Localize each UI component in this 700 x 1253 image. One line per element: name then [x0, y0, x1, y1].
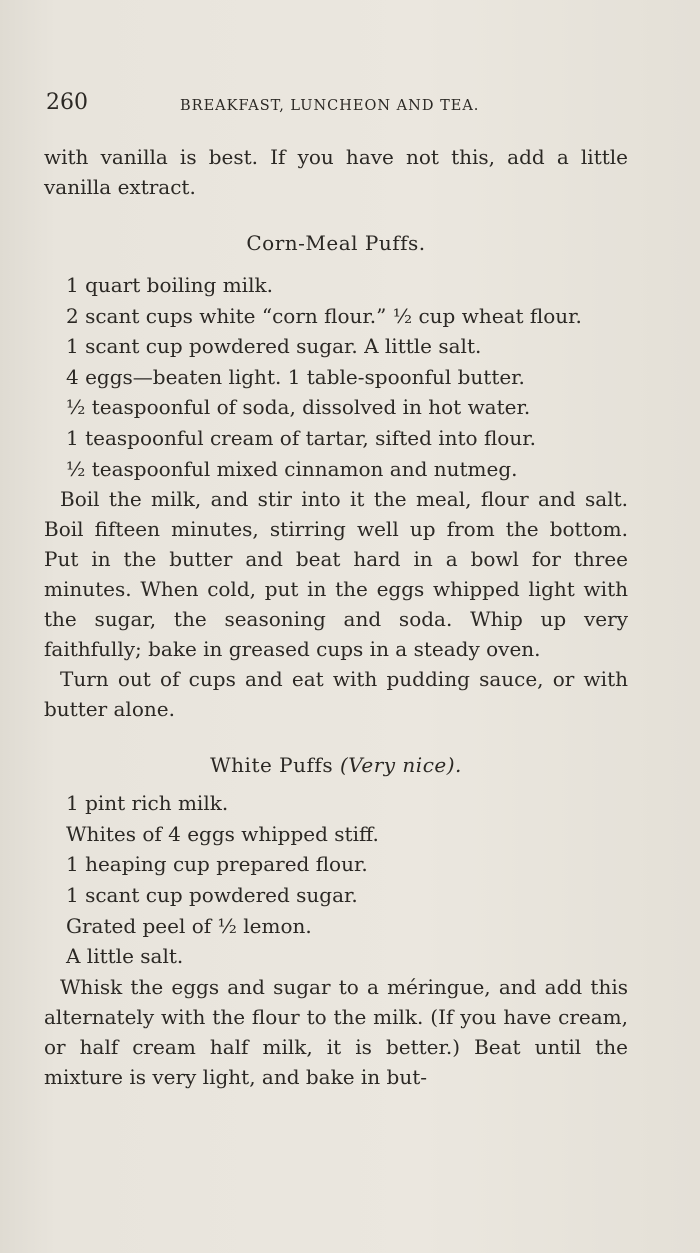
ingredient-item: 1 scant cup powdered sugar. A little salt. — [66, 334, 482, 359]
page-number: 260 — [46, 90, 88, 115]
running-head — [46, 90, 646, 120]
ingredient-item: 1 teaspoonful cream of tartar, sifted into flour. — [66, 425, 536, 450]
ingredient-item: A little salt. — [66, 944, 184, 969]
directions-paragraph: Turn out of cups and eat with pudding sauce, or with butter alone. — [44, 667, 628, 722]
ingredient-item: 1 pint rich milk. — [66, 791, 229, 816]
ingredient-item: 1 scant cup powdered sugar. — [66, 882, 358, 907]
recipe-title-white-puffs — [44, 750, 628, 780]
ingredient-item: 1 heaping cup prepared flour. — [66, 852, 368, 877]
ingredient-item: 4 eggs—beaten light. 1 table-spoonful butter. — [66, 364, 525, 389]
ingredient-item: Whites of 4 eggs whipped stiff. — [66, 821, 379, 846]
page-content — [44, 142, 628, 1092]
ingredient-list-corn-meal-puffs — [44, 270, 628, 484]
ingredient-item: ½ teaspoonful of soda, dissolved in hot water. — [66, 395, 531, 420]
intro-paragraph: with vanilla is best. If you have not this, add a little vanilla extract. — [44, 145, 628, 199]
directions-paragraph: Boil the milk, and stir into it the meal, flour and salt. Boil fifteen minutes, stirring well up from the bottom. Put in the butter and beat hard in a bowl for three minutes. When cold, put in the eggs whipped light with the sugar, the seasoning and soda. Whip up very faithfully; bake in greased cups in a steady oven. — [44, 487, 628, 662]
ingredient-item: Grated peel of ½ lemon. — [66, 913, 312, 938]
ingredient-item: ½ teaspoonful mixed cinnamon and nutmeg. — [66, 456, 518, 481]
running-title: BREAKFAST, LUNCHEON AND TEA. — [180, 98, 480, 114]
recipe-title-corn-meal-puffs — [44, 228, 628, 258]
recipe-title-text: Corn-Meal Puffs. — [246, 231, 426, 255]
ingredient-list-white-puffs — [44, 788, 628, 972]
directions-paragraph: Whisk the eggs and sugar to a méringue, and add this alternately with the flour to the milk. (If you have cream, or half cream half milk, it is better.) Beat until the mixture is very light, and bake in but- — [44, 974, 628, 1089]
recipe-title-text: White Puffs — [210, 753, 334, 778]
recipe-subtitle: (Very nice). — [339, 753, 462, 778]
ingredient-item: 2 scant cups white “corn flour.” ½ cup wheat flour. — [66, 303, 582, 328]
ingredient-item: 1 quart boiling milk. — [66, 273, 273, 297]
